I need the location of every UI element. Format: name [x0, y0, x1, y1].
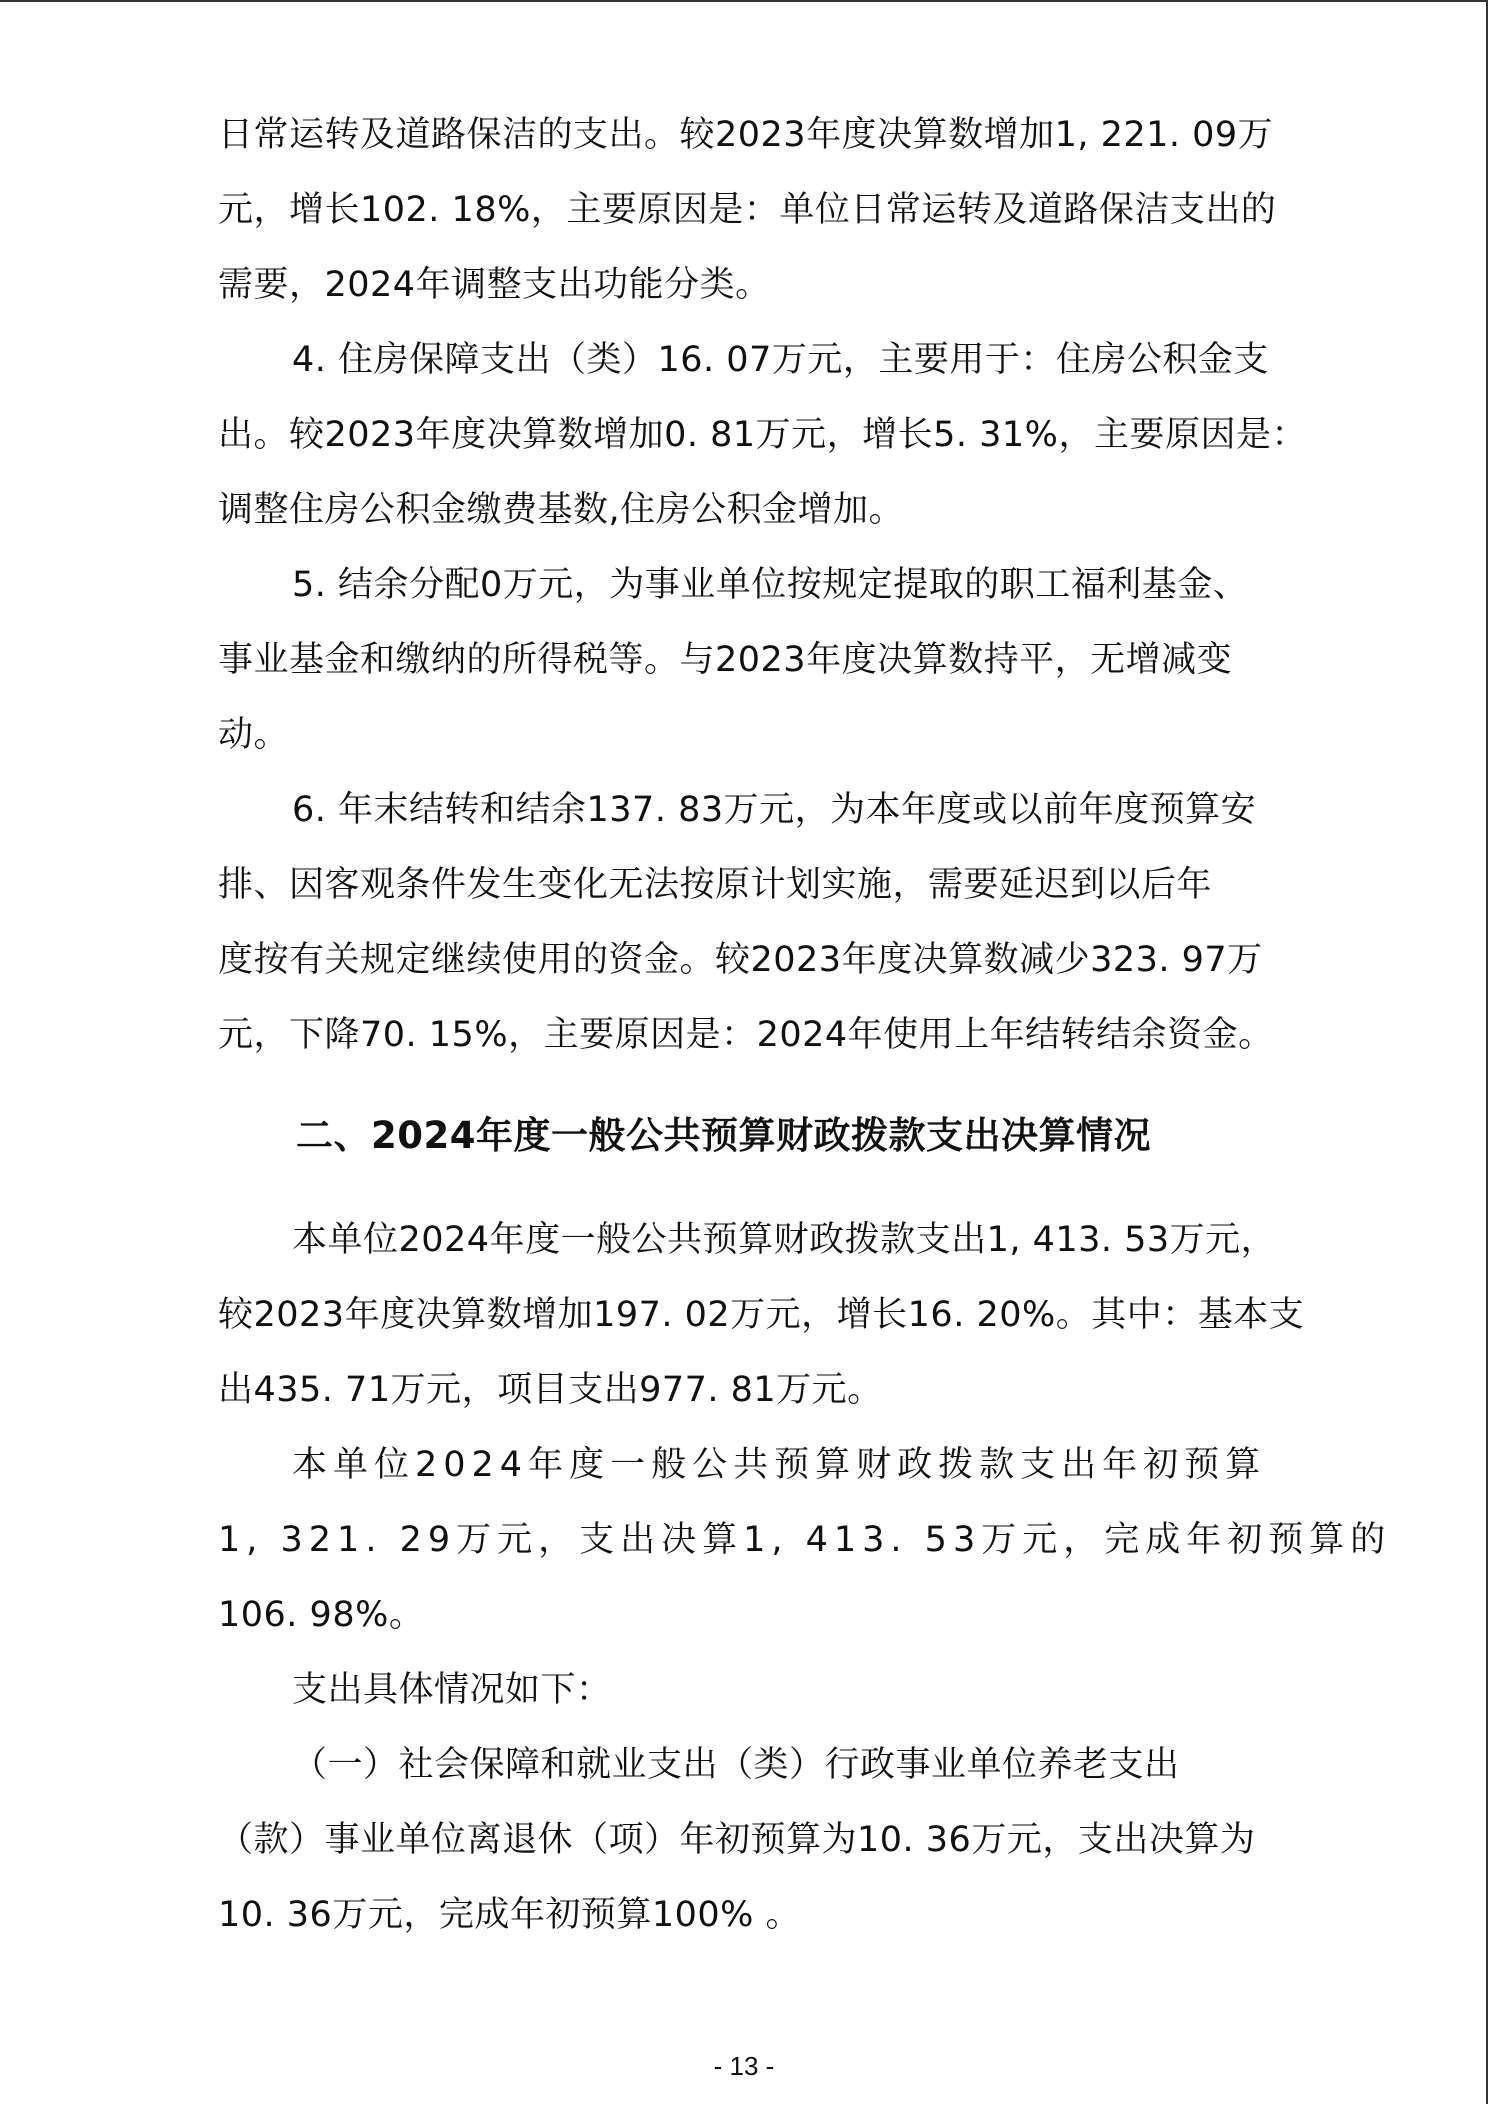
- paragraph-social-security: [218, 1728, 1284, 1953]
- text-line: 106. 98%。: [218, 1595, 425, 1635]
- text-line: 5. 结余分配0万元，为事业单位按规定提取的职工福利基金、: [292, 565, 1249, 605]
- text-line: 1, 321. 29万元，支出决算1, 413. 53万元，完成年初预算的: [218, 1520, 1392, 1560]
- text-line: 元，增长102. 18%，主要原因是：单位日常运转及道路保洁支出的: [218, 190, 1277, 230]
- text-line: （款）事业单位离退休（项）年初预算为10. 36万元，支出决算为: [218, 1820, 1256, 1860]
- text-line: 出435. 71万元，项目支出977. 81万元。: [218, 1370, 883, 1410]
- text-line: 6. 年末结转和结余137. 83万元，为本年度或以前年度预算安: [292, 790, 1257, 830]
- text-line: 度按有关规定继续使用的资金。较2023年度决算数减少323. 97万: [218, 940, 1263, 980]
- paragraph-housing-expenditure: [218, 323, 1307, 548]
- text-line: 动。: [218, 715, 290, 755]
- text-line: 本单位2024年度一般公共预算财政拨款支出年初预算: [292, 1445, 1267, 1485]
- paragraph-general-budget-total: [218, 1203, 1305, 1428]
- page-body: [218, 98, 1392, 1953]
- page-number: - 13 -: [713, 2051, 775, 2081]
- text-line: 10. 36万元，完成年初预算100% 。: [218, 1895, 802, 1935]
- text-line: 4. 住房保障支出（类）16. 07万元，主要用于：住房公积金支: [292, 340, 1269, 380]
- text-line: 出。较2023年度决算数增加0. 81万元，增长5. 31%，主要原因是：: [218, 415, 1307, 455]
- text-line: 日常运转及道路保洁的支出。较2023年度决算数增加1, 221. 09万: [218, 115, 1274, 155]
- text-line: 元，下降70. 15%，主要原因是：2024年使用上年结转结余资金。: [218, 1015, 1274, 1055]
- text-line: 本单位2024年度一般公共预算财政拨款支出1, 413. 53万元，: [292, 1220, 1277, 1260]
- paragraph-details-intro: [218, 1653, 1284, 1728]
- text-line: 较2023年度决算数增加197. 02万元，增长16. 20%。其中：基本支: [218, 1295, 1305, 1335]
- section-heading: 二、2024年度一般公共预算财政拨款支出决算情况: [296, 1114, 1151, 1157]
- paragraph-surplus-distribution: [218, 548, 1284, 773]
- text-line: 事业基金和缴纳的所得税等。与2023年度决算数持平，无增减变: [218, 640, 1233, 680]
- paragraph-initial-budget: [218, 1428, 1392, 1653]
- text-line: （一）社会保障和就业支出（类）行政事业单位养老支出: [292, 1745, 1180, 1785]
- paragraph-daily-operations-continued: [218, 98, 1284, 323]
- text-line: 排、因客观条件发生变化无法按原计划实施，需要延迟到以后年: [218, 865, 1213, 905]
- paragraph-year-end-carryover: [218, 773, 1284, 1073]
- text-line: 支出具体情况如下：: [292, 1670, 612, 1710]
- text-line: 需要，2024年调整支出功能分类。: [218, 265, 771, 305]
- text-line: 调整住房公积金缴费基数,住房公积金增加。: [218, 490, 905, 530]
